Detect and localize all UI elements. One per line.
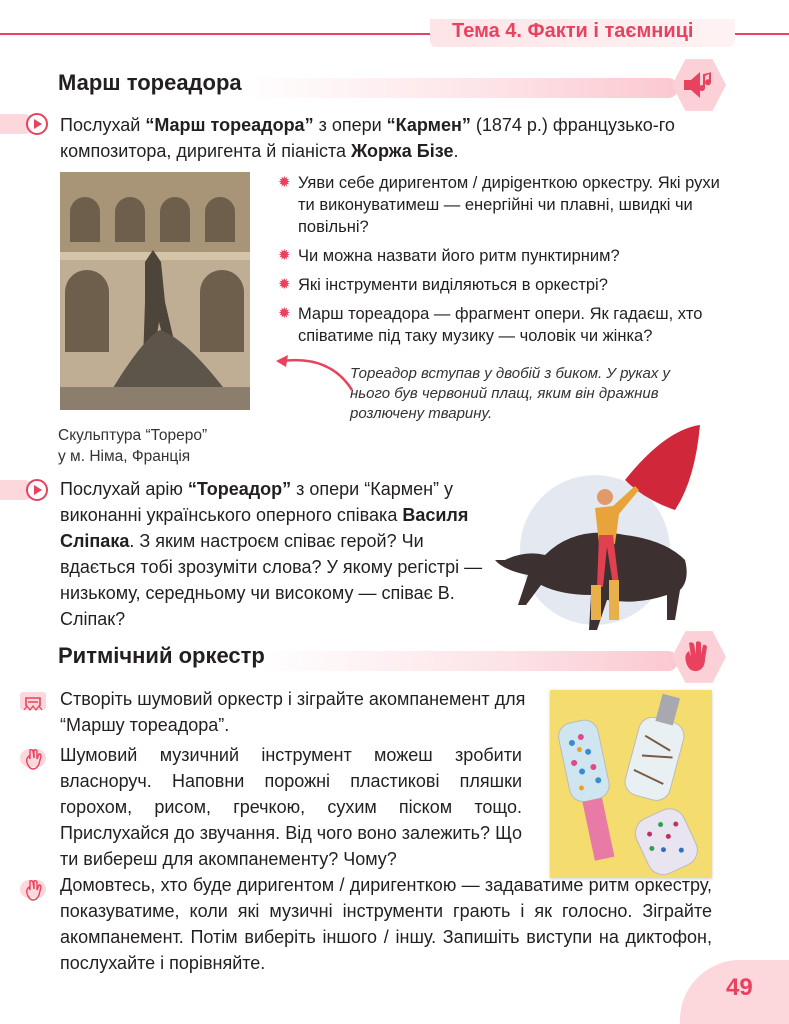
aria-paragraph (60, 476, 485, 632)
question-item: ✹ Чи можна назвати його ритм пунктирним? (276, 245, 736, 267)
text-run: (1874 р.) французько-го композитора, диригента й піаніста (60, 115, 675, 161)
toreador-bull-illustration (495, 420, 710, 630)
section-title-rhythm: Ритмічний оркестр (58, 643, 265, 668)
section-heading-march (58, 70, 678, 104)
text-run: Послухай (60, 115, 146, 135)
header-rule-right (735, 33, 789, 35)
text-run: “Кармен” (386, 115, 471, 135)
caption-line: у м. Німа, Франція (58, 448, 191, 465)
curved-arrow-icon (270, 345, 360, 395)
topic-title: Тема 4. Факти і таємниці (452, 20, 694, 42)
question-item: ✹ Які інструменти виділяються в оркестрі? (276, 274, 736, 296)
hands-icon (672, 630, 726, 684)
heading-band (238, 78, 678, 98)
section-title-march: Марш тореадора (58, 70, 242, 95)
section-heading-rhythm (58, 643, 678, 677)
listen-music-icon (672, 58, 726, 112)
text-run: Жоржа Бізе (351, 141, 454, 161)
shaker-bottles-photo (550, 690, 712, 878)
heading-band (258, 651, 678, 671)
text-run: Послухай арію (60, 479, 188, 499)
toreador-statue-photo (60, 172, 250, 410)
hand-icon (20, 876, 50, 902)
paragraph-conductor: Домовтесь, хто буде диригентом / диригенткою — задаватиме ритм оркестру, показуватиме, коли які музичні інструменти грають і як голосно. Зіграйте акомпанемент. Потім виберіть іншого / іншу. Запишіть виступи на диктофон, послухайте і порівняйте. (60, 875, 712, 973)
question-list (276, 172, 736, 354)
paragraph-make-instrument: Шумовий музичний інструмент можеш зробити власноруч. Наповни порожні пластикові пляшки горохом, рисом, гречкою, сухим піском тощо. Прислухайся до звучання. Від чого воно залежить? Що ти вибереш для акомпанементу? Чому? (60, 745, 522, 869)
group-activity-icon (20, 688, 50, 712)
text-run: з опери “Кармен” у виконанні українського оперного співака (60, 479, 454, 525)
header-rule-left (0, 33, 430, 35)
text-run: Василя Сліпака (60, 505, 469, 551)
photo-caption (58, 425, 207, 467)
intro-paragraph (60, 112, 720, 164)
text-run: . (453, 141, 459, 161)
toreador-note: Тореадор вступав у двобій з биком. У руках у нього був червоний плащ, яким він дражнив розлючену тварину. (350, 365, 671, 422)
play-audio-icon[interactable] (26, 113, 48, 135)
question-item: ✹ Уяви себе диригентом / дирigенткою оркестру. Які рухи ти виконуватимеш — енергійні чи плавні, швидкі чи повільні? (276, 172, 736, 238)
text-run: “Тореадор” (187, 479, 292, 499)
hand-icon (20, 745, 50, 771)
page-number: 49 (726, 974, 753, 1001)
caption-line: Скульптура “Тореро” (58, 427, 208, 444)
question-item: ✹ Марш тореадора — фрагмент опери. Як гадаєш, хто співатиме під таку музику — чоловік чи жінка? (276, 303, 736, 347)
text-run: . З яким настроєм співає герой? Чи вдається тобі зрозуміти слова? У якому регістрі — низькому, середньому чи високому — співає В. Сліпак? (60, 531, 483, 629)
text-run: “Марш тореадора” (145, 115, 314, 135)
play-audio-icon[interactable] (26, 479, 48, 501)
paragraph-create-orchestra: Створіть шумовий оркестр і зіграйте акомпанемент для “Маршу тореадора”. (60, 689, 526, 735)
text-run: з опери (313, 115, 387, 135)
